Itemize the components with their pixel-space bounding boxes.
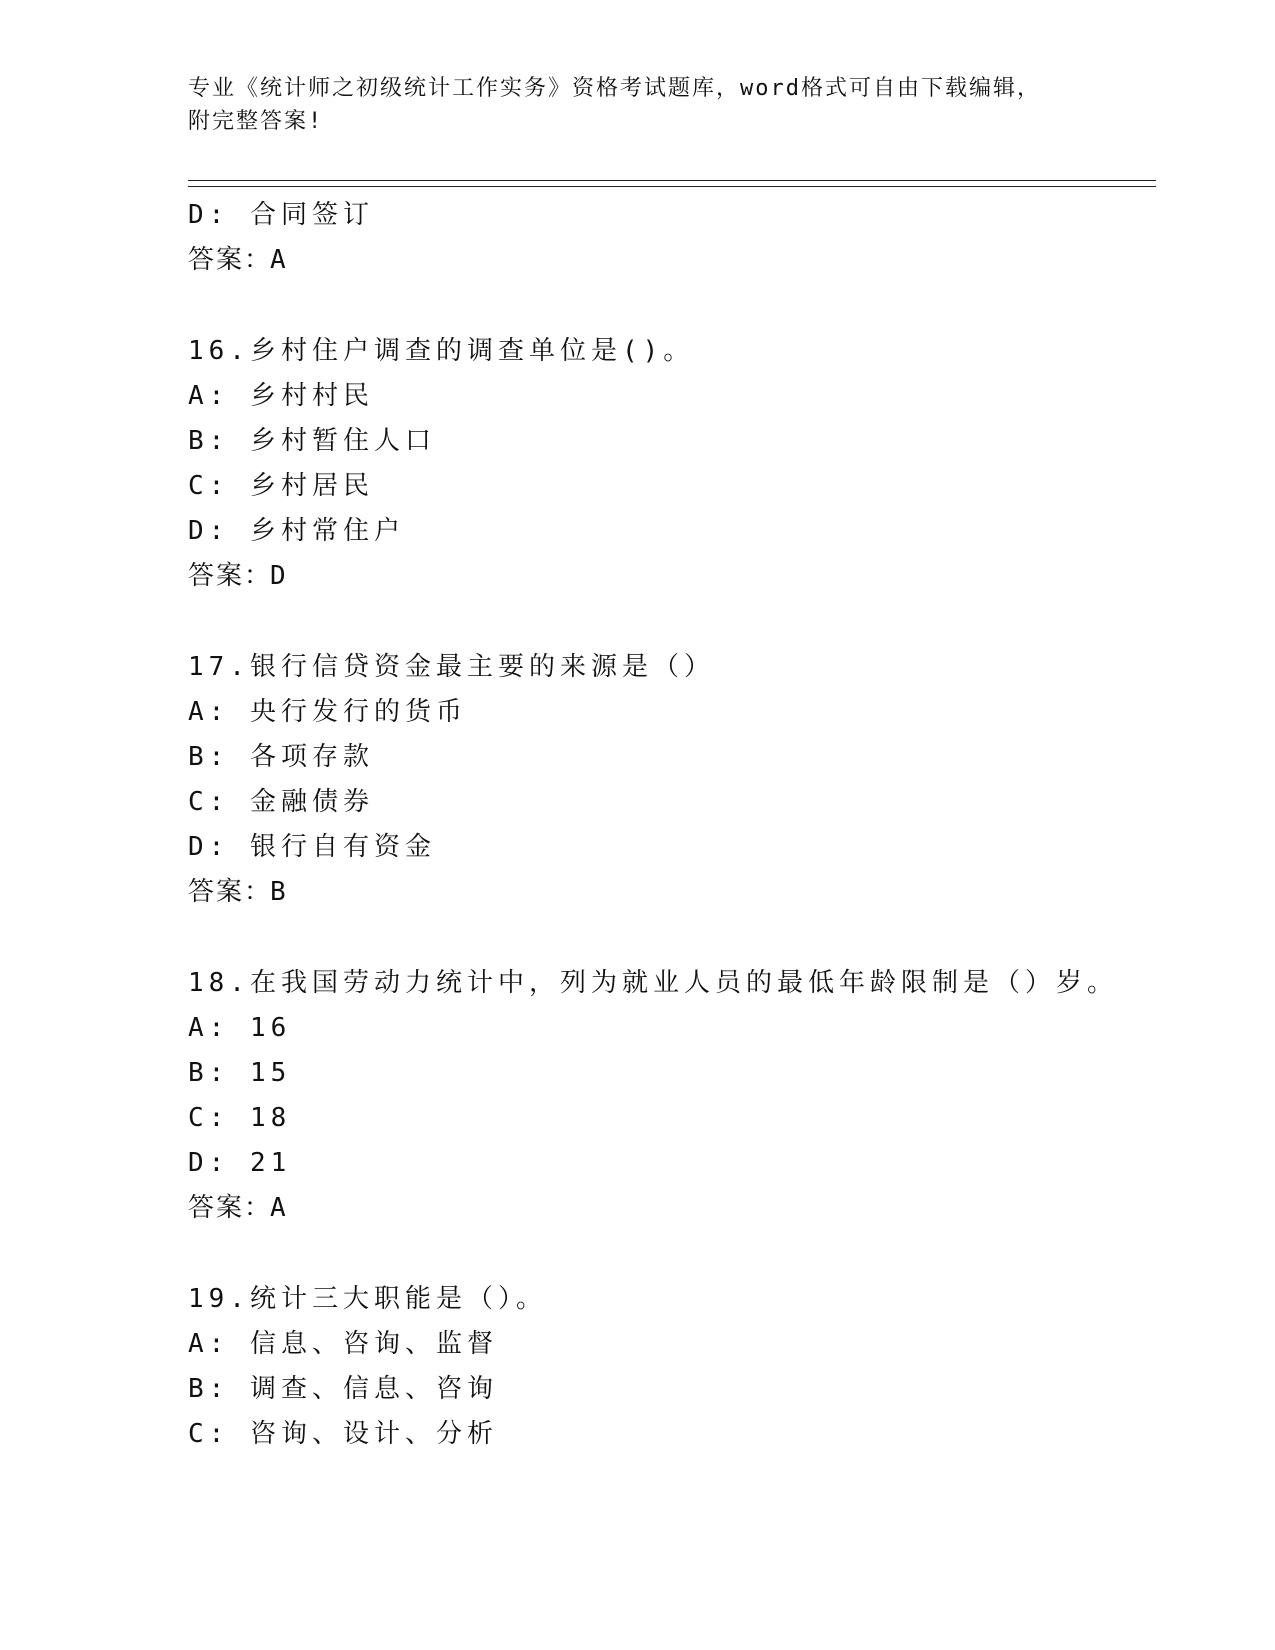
spacer xyxy=(188,915,1156,961)
question-stem: 16.乡村住户调查的调查单位是()。 xyxy=(188,336,695,366)
option-b: B: 15 xyxy=(188,1058,292,1088)
answer-line xyxy=(188,1186,1156,1231)
answer-separator: ： xyxy=(244,561,271,591)
answer-line xyxy=(188,870,1156,915)
answer-label: 答案 xyxy=(188,245,245,275)
header-line-2: 附完整答案! xyxy=(188,109,324,134)
option-c: C: 金融债券 xyxy=(188,787,374,817)
answer-line xyxy=(188,554,1156,599)
answer-value: A xyxy=(270,245,286,275)
option-c: C: 乡村居民 xyxy=(188,471,374,501)
answer-separator: ： xyxy=(244,245,271,275)
answer-line xyxy=(188,238,1156,283)
option-c: C: 咨询、设计、分析 xyxy=(188,1419,498,1449)
option-d: D: 21 xyxy=(188,1148,292,1178)
question-stem: 19.统计三大职能是（）。 xyxy=(188,1284,547,1314)
option-d: D: 银行自有资金 xyxy=(188,832,436,862)
question-16 xyxy=(188,329,1156,599)
option-c: C: 18 xyxy=(188,1103,292,1133)
option-a: A: 央行发行的货币 xyxy=(188,697,467,727)
header-line-1: 专业《统计师之初级统计工作实务》资格考试题库，word格式可自由下载编辑， xyxy=(188,76,1041,101)
answer-value: B xyxy=(270,877,286,907)
option-a: A: 乡村村民 xyxy=(188,381,374,411)
option-d: D: 合同签订 xyxy=(188,200,374,230)
document-header xyxy=(188,72,1088,138)
question-stem: 17.银行信贷资金最主要的来源是（） xyxy=(188,652,715,682)
question-stem: 18.在我国劳动力统计中，列为就业人员的最低年龄限制是（）岁。 xyxy=(188,968,1118,998)
spacer xyxy=(188,599,1156,645)
answer-label: 答案 xyxy=(188,877,245,907)
spacer xyxy=(188,1231,1156,1277)
question-18 xyxy=(188,961,1156,1231)
answer-value: D xyxy=(270,561,286,591)
question-list xyxy=(188,193,1156,1457)
question-19 xyxy=(188,1277,1156,1457)
option-a: A: 信息、咨询、监督 xyxy=(188,1329,498,1359)
answer-separator: ： xyxy=(244,1193,271,1223)
option-d: D: 乡村常住户 xyxy=(188,516,405,546)
question-17 xyxy=(188,645,1156,915)
answer-label: 答案 xyxy=(188,561,245,591)
header-divider xyxy=(188,180,1156,187)
option-b: B: 各项存款 xyxy=(188,742,374,772)
answer-separator: ： xyxy=(244,877,271,907)
answer-value: A xyxy=(270,1193,286,1223)
option-b: B: 调查、信息、咨询 xyxy=(188,1374,498,1404)
answer-label: 答案 xyxy=(188,1193,245,1223)
option-b: B: 乡村暂住人口 xyxy=(188,426,436,456)
spacer xyxy=(188,283,1156,329)
option-a: A: 16 xyxy=(188,1013,292,1043)
continued-question xyxy=(188,193,1156,283)
